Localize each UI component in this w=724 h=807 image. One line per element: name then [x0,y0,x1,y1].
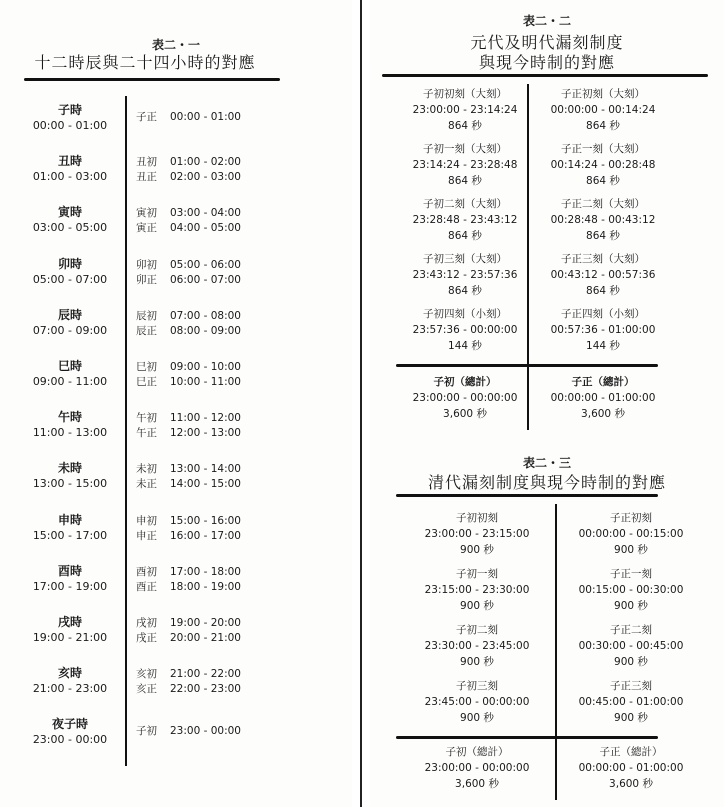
interval-time: 00:15:00 - 00:30:00 [578,584,684,596]
sub-period [136,110,241,125]
interval-time: 23:00:00 - 23:15:00 [424,528,530,540]
interval-seconds: 3,600 秒 [609,778,653,790]
interval-time: 23:00:00 - 00:00:00 [424,762,530,774]
interval-seconds: 144 秒 [586,340,620,352]
sub-period [136,580,241,595]
shichen-range: 07:00 - 09:00 [32,323,108,337]
table-2-2-total-rule [396,364,658,367]
shichen-range: 19:00 - 21:00 [32,631,108,644]
sub-period [136,324,241,339]
interval-seconds: 900 秒 [614,712,648,724]
shichen-name: 辰時 [57,307,82,322]
sub-period-time: 09:00 - 10:00 [170,361,241,373]
sub-period-label: 未正 [136,478,157,491]
interval-label: 子正一刻（大刻） [561,143,645,155]
shichen-name: 卯時 [57,256,82,271]
sub-period [136,360,241,375]
sub-period [136,375,241,390]
interval-time: 00:00:00 - 01:00:00 [550,392,656,404]
interval-label: 子正（總計） [599,746,663,758]
interval-label: 子初三刻 [456,680,498,692]
interval-cell [390,141,540,189]
interval-time: 23:57:36 - 00:00:00 [412,324,518,336]
interval-cell [528,374,678,422]
interval-time: 23:30:00 - 23:45:00 [424,640,530,652]
shichen-name: 丑時 [57,154,82,169]
interval-seconds: 900 秒 [460,656,494,668]
sub-period-time: 01:00 - 02:00 [170,156,241,169]
interval-seconds: 144 秒 [448,340,482,352]
sub-period-label: 酉初 [136,565,157,578]
sub-period-time: 08:00 - 09:00 [170,324,241,337]
shichen-row [24,460,116,492]
shichen-range: 23:00 - 00:00 [32,733,108,747]
sub-period-label: 未初 [136,463,157,476]
shichen-range: 01:00 - 03:00 [32,170,108,184]
sub-period-label: 卯初 [136,258,157,271]
sub-period-label: 辰初 [136,309,157,322]
interval-label: 子正初刻 [610,512,652,524]
interval-cell [402,622,552,670]
interval-label: 子初三刻（大刻） [423,253,507,265]
interval-cell [390,251,540,299]
shichen-range: 03:00 - 05:00 [32,221,108,235]
interval-time: 00:00:00 - 01:00:00 [578,762,684,774]
sub-period [136,155,241,170]
table-2-3-caption: 表二・三 [522,456,571,470]
interval-time: 23:43:12 - 23:57:36 [412,269,518,281]
interval-cell [402,510,552,558]
interval-seconds: 864 秒 [586,175,620,187]
sub-period-time: 15:00 - 16:00 [170,514,241,527]
sub-period-label: 午初 [136,412,157,425]
interval-seconds: 900 秒 [614,656,648,668]
interval-cell [402,744,552,792]
interval-cell [528,196,678,244]
shichen-name: 午時 [57,410,82,425]
sub-period [136,565,241,580]
interval-label: 子初二刻（大刻） [423,198,507,210]
interval-cell [528,141,678,189]
interval-label: 子初（總計） [445,746,509,758]
shichen-name: 戌時 [57,615,82,629]
title-underline [24,78,280,81]
table-2-1-title: 十二時辰與二十四小時的對應 [34,53,256,72]
interval-time: 00:45:00 - 01:00:00 [578,696,684,708]
table-2-3-top-rule [396,494,658,497]
shichen-row [24,204,116,236]
interval-seconds: 900 秒 [460,544,494,556]
interval-time: 00:28:48 - 00:43:12 [550,214,656,226]
interval-label: 子正二刻（大刻） [561,198,645,210]
shichen-row [24,307,116,339]
interval-cell [556,678,706,726]
shichen-range: 17:00 - 19:00 [32,579,108,593]
sub-period [136,221,241,236]
interval-time: 23:45:00 - 00:00:00 [424,696,530,708]
interval-cell [528,251,678,299]
sub-period-time: 14:00 - 15:00 [170,478,241,491]
sub-period-label: 亥正 [136,683,157,696]
shichen-row [24,409,116,441]
interval-time: 23:00:00 - 00:00:00 [412,392,518,404]
interval-time: 23:14:24 - 23:28:48 [412,159,518,171]
sub-period [136,258,241,273]
sub-period-time: 21:00 - 22:00 [170,668,241,681]
interval-label: 子正一刻 [610,568,652,580]
table-2-2-title-line1: 元代及明代漏刻制度 [470,33,624,52]
sub-period [136,462,241,477]
interval-seconds: 900 秒 [614,544,648,556]
shichen-row [24,102,116,134]
interval-cell [402,678,552,726]
interval-seconds: 3,600 秒 [581,408,625,420]
interval-seconds: 900 秒 [460,600,494,612]
sub-period [136,477,241,492]
sub-period [136,273,241,288]
shichen-name: 亥時 [57,666,82,681]
sub-period [136,631,241,646]
interval-seconds: 900 秒 [460,712,494,724]
sub-period-time: 23:00 - 00:00 [170,725,241,738]
sub-period-time: 17:00 - 18:00 [170,565,241,578]
shichen-range: 05:00 - 07:00 [32,272,108,286]
interval-time: 23:15:00 - 23:30:00 [424,584,530,596]
sub-period-time: 18:00 - 19:00 [170,580,241,593]
interval-label: 子初（總計） [433,376,497,388]
sub-period [136,170,241,185]
interval-label: 子初一刻 [456,568,498,580]
shichen-row [24,358,116,390]
table-2-3-total-rule [396,736,658,739]
interval-label: 子正三刻 [610,680,652,692]
sub-period-label: 卯正 [136,273,157,286]
interval-time: 00:00:00 - 00:15:00 [578,528,684,540]
interval-cell [528,306,678,354]
left-page [0,0,352,807]
interval-cell [556,566,706,614]
sub-period-label: 戌正 [136,632,157,644]
sub-period-time: 19:00 - 20:00 [170,617,241,629]
interval-label: 子初初刻 [456,512,498,524]
sub-period [136,514,241,529]
table-2-1-caption: 表二・一 [151,38,200,52]
sub-period-label: 申正 [136,529,157,542]
sub-period-time: 03:00 - 04:00 [170,207,241,220]
interval-seconds: 864 秒 [448,175,482,187]
interval-cell [556,510,706,558]
interval-cell [402,566,552,614]
shichen-name: 申時 [57,512,82,527]
shichen-name: 酉時 [57,563,82,578]
interval-seconds: 864 秒 [448,230,482,242]
table-2-2-title-line2: 與現今時制的對應 [478,53,615,72]
shichen-range: 15:00 - 17:00 [32,528,108,542]
sub-period-label: 巳正 [136,376,157,388]
interval-seconds: 864 秒 [448,120,482,132]
shichen-row [24,256,116,288]
interval-label: 子正二刻 [610,624,652,636]
sub-period-time: 22:00 - 23:00 [170,683,241,696]
sub-period-time: 20:00 - 21:00 [170,632,241,644]
interval-seconds: 864 秒 [586,120,620,132]
shichen-name: 夜子時 [51,717,88,732]
shichen-row [24,153,116,185]
interval-seconds: 864 秒 [586,230,620,242]
interval-time: 00:43:12 - 00:57:36 [550,269,656,281]
interval-seconds: 3,600 秒 [455,778,499,790]
interval-label: 子正四刻（小刻） [561,308,645,320]
interval-time: 23:00:00 - 23:14:24 [412,104,518,116]
sub-period-time: 12:00 - 13:00 [170,427,241,440]
sub-period-time: 11:00 - 12:00 [170,412,241,425]
interval-seconds: 864 秒 [586,285,620,297]
sub-period-label: 子正 [136,111,157,123]
shichen-row [24,614,116,646]
interval-seconds: 864 秒 [448,285,482,297]
interval-cell [556,622,706,670]
interval-time: 00:00:00 - 00:14:24 [550,104,656,116]
sub-period-label: 亥初 [136,668,157,681]
sub-period [136,206,241,221]
table-2-3-title: 清代漏刻制度與現今時制的對應 [427,473,666,492]
sub-period-label: 丑初 [136,156,157,169]
shichen-name: 未時 [57,461,82,476]
sub-period [136,426,241,441]
interval-cell [390,374,540,422]
interval-time: 00:57:36 - 01:00:00 [550,324,656,336]
shichen-name: 巳時 [57,359,82,373]
sub-period [136,309,241,324]
sub-period-time: 07:00 - 08:00 [170,309,241,322]
sub-period [136,667,241,682]
gutter-line [360,0,362,807]
sub-period-label: 寅初 [136,207,157,220]
interval-cell [390,86,540,134]
interval-label: 子初一刻（大刻） [423,143,507,155]
interval-label: 子正三刻（大刻） [561,253,645,265]
shichen-range: 00:00 - 01:00 [32,119,108,132]
shichen-range: 09:00 - 11:00 [32,375,108,388]
sub-period-time: 02:00 - 03:00 [170,171,241,184]
sub-period-label: 申初 [136,514,157,527]
interval-time: 00:14:24 - 00:28:48 [550,159,656,171]
table-2-2-caption: 表二・二 [522,14,571,28]
sub-period-time: 06:00 - 07:00 [170,273,241,286]
interval-cell [528,86,678,134]
interval-label: 子初初刻（大刻） [423,88,507,100]
sub-period-time: 10:00 - 11:00 [170,376,241,388]
interval-time: 23:28:48 - 23:43:12 [412,214,518,226]
shichen-range: 21:00 - 23:00 [32,682,108,696]
sub-period-label: 子初 [136,725,157,738]
sub-period-time: 05:00 - 06:00 [170,258,241,271]
sub-period-label: 巳初 [136,361,157,373]
sub-period [136,616,241,631]
shichen-row [24,563,116,595]
interval-label: 子初二刻 [456,624,498,636]
sub-period [136,411,241,426]
interval-cell [556,744,706,792]
sub-period [136,724,241,739]
right-page [370,0,724,807]
sub-period [136,529,241,544]
table-2-2-top-rule [382,74,708,77]
interval-cell [390,196,540,244]
sub-period-label: 酉正 [136,580,157,593]
interval-seconds: 900 秒 [614,600,648,612]
interval-cell [390,306,540,354]
shichen-name: 寅時 [57,205,82,220]
shichen-range: 13:00 - 15:00 [32,477,108,491]
interval-time: 00:30:00 - 00:45:00 [578,640,684,652]
sub-period-label: 午正 [136,427,157,440]
shichen-name: 子時 [57,103,82,117]
shichen-range: 11:00 - 13:00 [32,426,108,440]
shichen-row [24,665,116,697]
interval-label: 子初四刻（小刻） [423,308,507,320]
sub-period [136,682,241,697]
shichen-row [24,512,116,544]
interval-label: 子正（總計） [571,376,635,388]
interval-label: 子正初刻（大刻） [561,88,645,100]
sub-period-label: 寅正 [136,222,157,235]
sub-period-time: 16:00 - 17:00 [170,529,241,542]
sub-period-label: 戌初 [136,617,157,629]
shichen-row [24,716,116,748]
sub-period-time: 04:00 - 05:00 [170,222,241,235]
column-divider [125,96,127,766]
sub-period-label: 丑正 [136,171,157,184]
sub-period-time: 00:00 - 01:00 [170,111,241,123]
interval-seconds: 3,600 秒 [443,408,487,420]
sub-period-time: 13:00 - 14:00 [170,463,241,476]
sub-period-label: 辰正 [136,324,157,337]
